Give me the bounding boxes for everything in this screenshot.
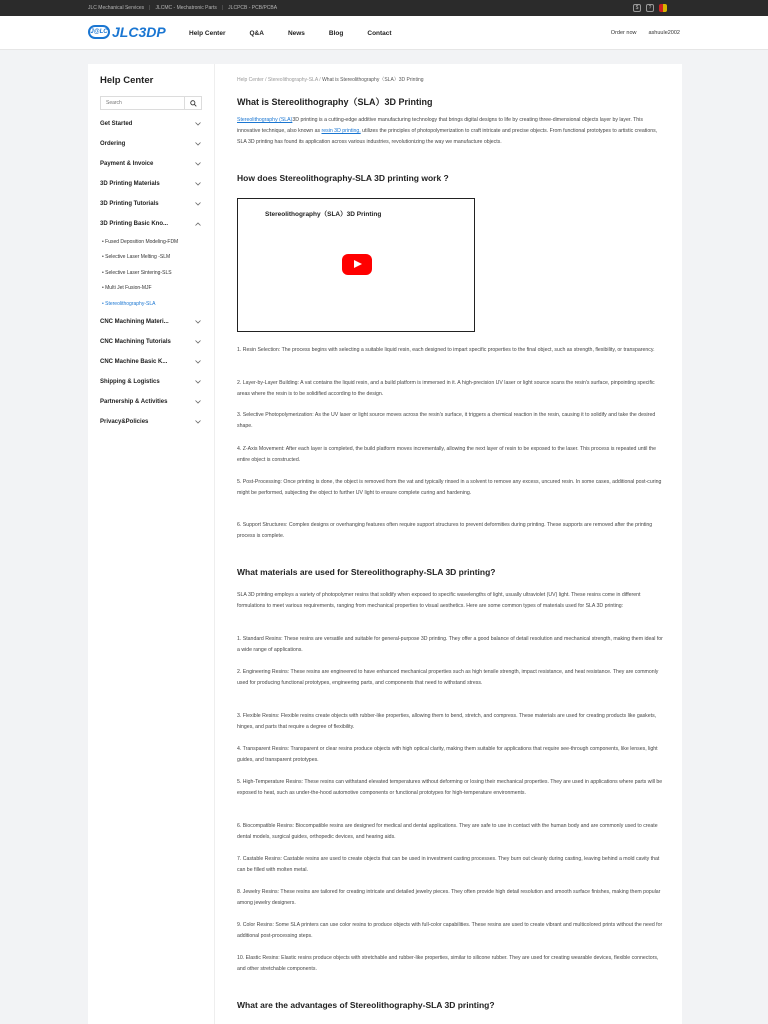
username-link[interactable]: ashuule2002 (648, 30, 680, 36)
chevron-down-icon (194, 200, 202, 208)
top-link-jlcmc[interactable]: JLCMC - Mechatronic Parts (155, 5, 217, 11)
sidebar-subitem-sls[interactable]: • Selective Laser Sintering-SLS (102, 269, 172, 276)
video-player[interactable] (237, 198, 475, 332)
step-paragraph: 6. Support Structures: Complex designs or overhanging features often require support structures to prevent deformities during printing. These supports are removed after the printing process is complete. (237, 522, 653, 539)
material-paragraph: 1. Standard Resins: These resins are versatile and suitable for general-purpose 3D printing. They offer a good balance of detail resolution and mechanical strength, making them ideal for a wide range of applications. (237, 636, 663, 653)
divider: | (149, 5, 151, 11)
breadcrumb-current: What is Stereolithography（SLA）3D Printing (322, 77, 424, 83)
top-links (88, 0, 277, 16)
sla-link[interactable]: Stereolithography (SLA) (237, 117, 293, 123)
sidebar-item-cnc-materials[interactable] (100, 312, 202, 332)
sidebar-item-ordering[interactable] (100, 134, 202, 154)
nav-qa[interactable]: Q&A (249, 29, 264, 37)
chevron-down-icon (194, 120, 202, 128)
sidebar-item-payment[interactable] (100, 154, 202, 174)
sidebar-item-label: 3D Printing Materials (100, 181, 160, 187)
sidebar-item-3d-tutorials[interactable] (100, 194, 202, 214)
logo-mark: J@LC (88, 25, 110, 39)
nav-help-center[interactable]: Help Center (189, 29, 226, 37)
material-paragraph: 4. Transparent Resins: Transparent or clear resins produce objects with high optical clarity, making them suitable for applications that require see-through components, like lenses, light guides, and transparent prototypes. (237, 746, 658, 763)
breadcrumb (237, 76, 424, 83)
sidebar-item-label: Get Started (100, 121, 133, 127)
material-paragraph: 10. Elastic Resins: Elastic resins produce objects with stretchable and rubber-like properties, similar to silicone rubber. They are used for creating wearable devices, flexible connectors, and other stretchable components. (237, 955, 659, 972)
nav-contact[interactable]: Contact (367, 29, 392, 37)
chevron-down-icon (194, 358, 202, 366)
chevron-down-icon (194, 318, 202, 326)
intro-text-1: 3D printing is a cutting-edge additive manufacturing technology that brings digital designs to life by creating three-dimensional objects layer by layer. This innovative technique, also known as (237, 117, 643, 134)
chevron-down-icon (194, 338, 202, 346)
search-input[interactable] (101, 97, 185, 109)
sidebar-item-cnc-basic[interactable] (100, 352, 202, 372)
sidebar-title: Help Center (100, 75, 154, 86)
sidebar-subitem-mjf[interactable]: • Multi Jet Fusion-MJF (102, 285, 152, 292)
flag-icon[interactable] (659, 4, 667, 12)
step-paragraph: 2. Layer-by-Layer Building: A vat contains the liquid resin, and a build platform is immersed in it. A high-precision UV laser or light source scans the resin's surface, pinpointing specific areas where the resin is to be solidified according to the design. (237, 380, 655, 397)
step-paragraph: 5. Post-Processing: Once printing is done, the object is removed from the vat and typically rinsed in a solvent to remove any excess, uncured resin. In some cases, additional post-curing might be performed, subjecting the object to further UV light to ensure complete curing and hardening. (237, 479, 662, 496)
breadcrumb-home[interactable]: Help Center (237, 77, 264, 83)
resin-3d-printing-link[interactable]: resin 3D printing, (321, 128, 361, 134)
material-paragraph: 6. Biocompatible Resins: Biocompatible resins are designed for medical and dental applications. They are safe to use in contact with the human body and are commonly used to create dental models, surgical guides, orthopedic devices, and hearing aids. (237, 823, 658, 840)
sidebar-item-label: Shipping & Logistics (100, 378, 160, 385)
sidebar-item-label: Partnership & Activities (100, 398, 168, 405)
sidebar-item-label: 3D Printing Basic Kno... (100, 221, 169, 227)
step-paragraph: 1. Resin Selection: The process begins with selecting a suitable liquid resin, each designed to impart specific properties to the final object, such as strength, flexibility, or transparency. (237, 347, 655, 353)
sidebar-item-label: CNC Machine Basic K... (100, 358, 168, 365)
sidebar-item-get-started[interactable] (100, 114, 202, 134)
page-title: What is Stereolithography（SLA）3D Printing (237, 97, 433, 107)
sidebar-item-label: Ordering (100, 141, 126, 147)
sidebar-item-3d-basic[interactable] (100, 214, 202, 234)
materials-intro: SLA 3D printing employs a variety of photopolymer resins that solidify when exposed to specific wavelengths of light, usually ultraviolet (UV) light. These resins come in different formulations to meet various requirements, ranging from mechanical properties to visual aesthetics. Here are some common types of materials used for SLA 3D printing: (237, 592, 641, 609)
top-link-jlcpcb[interactable]: JLCPCB - PCB/PCBA (228, 5, 278, 11)
material-paragraph: 3. Flexible Resins: Flexible resins create objects with rubber-like properties, allowing them to bend, stretch, and compress. These materials are used for creating products like gaskets, hinges, and parts that require a degree of flexibility. (237, 713, 657, 730)
intro-text-2: utilizes the principles of photopolymerization to craft intricate and precise objects. From functional prototypes to artistic creations, SLA 3D printing has found its application across various industries, revolutionizing the way we manufacture objects. (237, 128, 658, 145)
chevron-up-icon (194, 220, 202, 228)
sidebar-item-partnership[interactable] (100, 392, 202, 412)
site-header (0, 16, 768, 50)
chevron-down-icon (194, 180, 202, 188)
nav-blog[interactable]: Blog (328, 29, 344, 37)
sidebar-item-label: CNC Machining Tutorials (100, 338, 171, 345)
sidebar-item-label: 3D Printing Tutorials (100, 201, 159, 207)
material-paragraph: 5. High-Temperature Resins: These resins can withstand elevated temperatures without deforming or losing their mechanical properties. They are used in applications where parts will be exposed to heat, such as under-the-hood automotive components or functional prototypes for high-temperature environments. (237, 779, 663, 796)
play-button-icon[interactable] (342, 254, 372, 275)
sidebar-menu (100, 114, 202, 432)
top-icons (633, 4, 667, 12)
chevron-down-icon (194, 418, 202, 426)
section-heading-materials: What materials are used for Stereolithography-SLA 3D printing? (237, 567, 496, 577)
chevron-down-icon (194, 378, 202, 386)
logo[interactable] (88, 24, 166, 40)
sidebar-item-label: CNC Machining Materi... (100, 318, 169, 325)
main-nav (189, 16, 416, 50)
video-title: Stereolithography（SLA）3D Printing (265, 211, 382, 218)
header-right (611, 16, 680, 50)
sidebar-item-label: Payment & Invoice (100, 161, 154, 167)
chevron-down-icon (194, 160, 202, 168)
divider: | (221, 5, 224, 11)
breadcrumb-sep: / (317, 77, 323, 83)
step-paragraph: 4. Z-Axis Movement: After each layer is completed, the build platform moves incrementally, allowing the next layer of resin to be exposed to the laser. This process is repeated until the entire object is constructed. (237, 446, 657, 463)
step-paragraph: 3. Selective Photopolymerization: As the UV laser or light source moves across the resin's surface, it triggers a chemical reaction in the resin, causing it to solidify and take the desired shape. (237, 412, 656, 429)
section-heading-advantages: What are the advantages of Stereolithography-SLA 3D printing? (237, 1000, 495, 1010)
sidebar-subitem-sla[interactable]: • Stereolithography-SLA (102, 300, 156, 307)
top-link-mechanical[interactable]: JLC Mechanical Services (88, 5, 145, 11)
sidebar-item-label: Privacy&Policies (100, 418, 149, 425)
sidebar-item-shipping[interactable] (100, 372, 202, 392)
material-paragraph: 2. Engineering Resins: These resins are engineered to have enhanced mechanical properties such as high tensile strength, impact resistance, and heat resistance. They are commonly used for producing functional prototypes, engineering parts, and components that need to withstand stress. (237, 669, 659, 686)
intro-paragraph (237, 115, 663, 148)
sidebar-subitem-fdm[interactable]: • Fused Deposition Modeling-FDM (102, 238, 179, 245)
article-panel (214, 64, 682, 1024)
nav-news[interactable]: News (287, 29, 305, 37)
order-now-link[interactable]: Order now (610, 30, 637, 36)
help-sidebar (88, 64, 214, 1024)
breadcrumb-sep: / (263, 77, 268, 83)
section-heading-how: How does Stereolithography-SLA 3D printing work ? (237, 173, 449, 183)
search-box (100, 96, 202, 110)
search-icon[interactable] (184, 97, 201, 109)
chevron-down-icon (194, 398, 202, 406)
sidebar-subitem-slm[interactable]: • Selective Laser Melting -SLM (102, 254, 171, 261)
currency-icon[interactable]: $ (633, 4, 641, 12)
logo-text: JLC3DP (112, 24, 166, 40)
breadcrumb-parent[interactable]: Stereolithography-SLA (267, 77, 318, 83)
sidebar-item-privacy[interactable] (100, 412, 202, 432)
sidebar-item-3d-materials[interactable] (100, 174, 202, 194)
top-bar (0, 0, 768, 16)
material-paragraph: 9. Color Resins: Some SLA printers can use color resins to produce objects with full-color capabilities. These resins are used to create vibrant and multicolored prints without the need for additional post-processing steps. (237, 922, 663, 939)
chevron-down-icon (194, 140, 202, 148)
sidebar-item-cnc-tutorials[interactable] (100, 332, 202, 352)
help-icon[interactable]: ? (646, 4, 654, 12)
material-paragraph: 8. Jewelry Resins: These resins are tailored for creating intricate and detailed jewelry pieces. They often provide high detail resolution and smooth surface finishes, making them popular among jewelry designers. (237, 889, 661, 906)
material-paragraph: 7. Castable Resins: Castable resins are used to create objects that can be used in investment casting processes. They burn out cleanly during casting, leaving behind a mold cavity that can be filled with molten metal. (237, 856, 660, 873)
